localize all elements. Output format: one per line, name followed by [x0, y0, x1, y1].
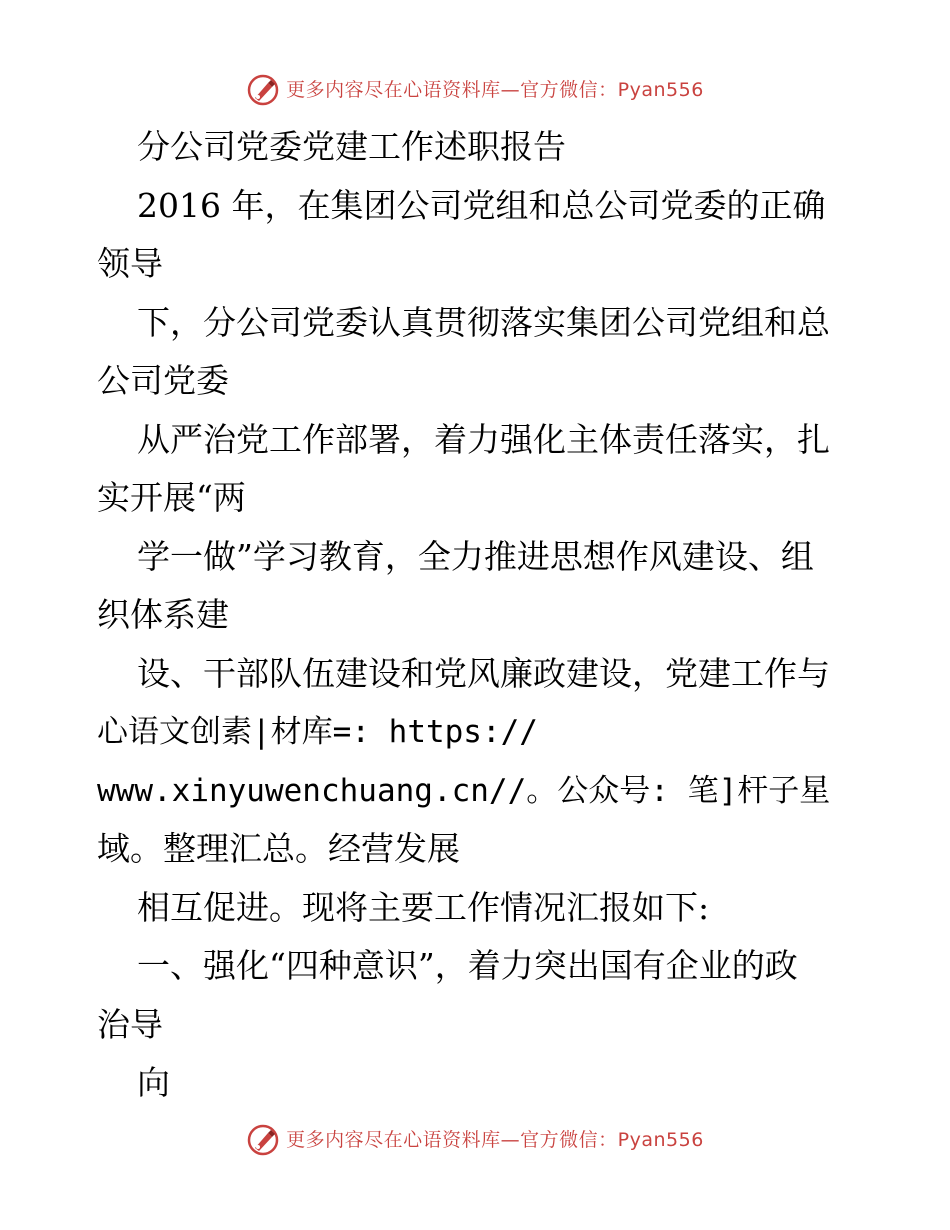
paragraph-line: 从严治党工作部署，着力强化主体责任落实，扎 [137, 419, 830, 459]
paragraph-line: 向 [137, 1063, 170, 1102]
section-heading-line: 一、强化“四种意识”，着力突出国有企业的政 [137, 946, 798, 985]
section-heading-line: 治导 [97, 1004, 163, 1044]
paragraph-line: 公司党委 [97, 361, 229, 400]
paragraph-line: 相互促进。现将主要工作情况汇报如下: [137, 887, 710, 927]
paragraph-line: 织体系建 [97, 595, 229, 634]
paragraph-line: 学一做”学习教育，全力推进思想作风建设、组 [137, 536, 814, 576]
pen-logo-icon [246, 1123, 280, 1157]
footer-banner [0, 1120, 950, 1160]
paragraph-line: www.xinyuwenchuang.cn//。公众号: 笔]杆子星 [97, 772, 831, 809]
paragraph-line: 域。整理汇总。经营发展 [97, 829, 460, 868]
paragraph-line: 领导 [97, 244, 163, 283]
paragraph-line: 实开展“两 [97, 478, 246, 517]
paragraph-line: 2016 年，在集团公司党组和总公司党委的正确 [137, 185, 826, 225]
header-banner-text: 更多内容尽在心语资料库—官方微信：Pyan556 [286, 78, 704, 101]
pen-logo-icon [246, 73, 280, 107]
paragraph-line: 下，分公司党委认真贯彻落实集团公司党组和总 [137, 302, 830, 342]
header-banner-content [246, 73, 704, 107]
document-body [97, 118, 857, 1113]
footer-banner-text: 更多内容尽在心语资料库—官方微信：Pyan556 [286, 1128, 704, 1151]
header-banner [0, 70, 950, 110]
paragraph-line: 心语文创素|材库=: https:// [97, 714, 538, 750]
paragraph-line: 设、干部队伍建设和党风廉政建设，党建工作与 [137, 653, 830, 693]
document-title: 分公司党委党建工作述职报告 [137, 127, 566, 166]
footer-banner-content [246, 1123, 704, 1157]
